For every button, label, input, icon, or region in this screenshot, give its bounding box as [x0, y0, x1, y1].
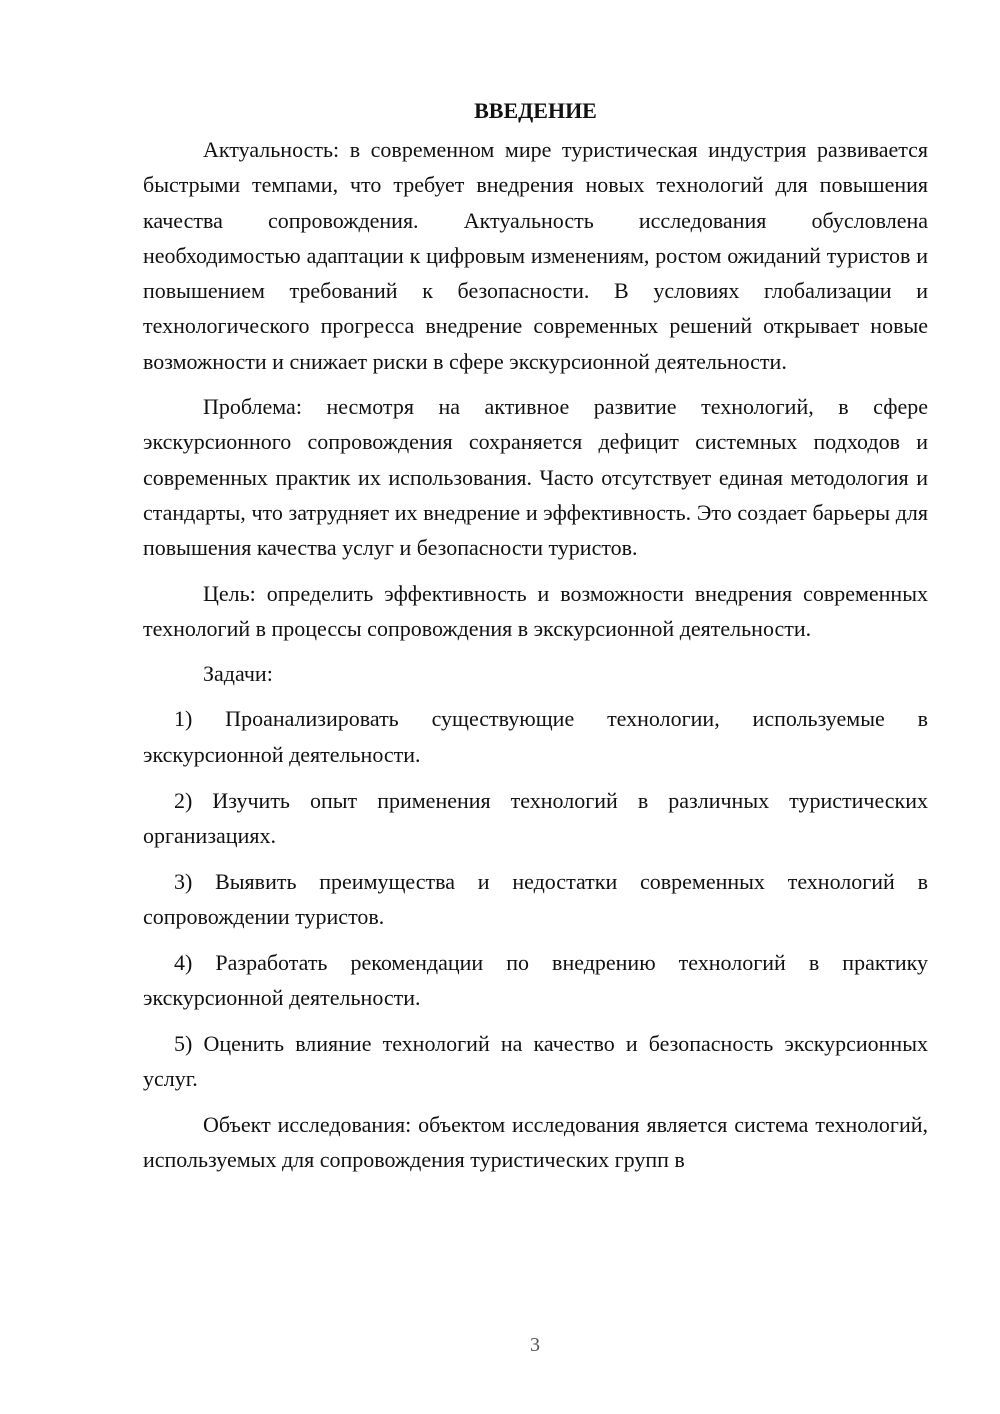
document-page	[143, 96, 928, 1188]
object-paragraph: Объект исследования: объектом исследования является система технологий, используемых для сопровождения туристических групп в	[143, 1111, 928, 1173]
page-number: 3	[530, 1334, 540, 1356]
problem-paragraph: Проблема: несмотря на активное развитие технологий, в сфере экскурсионного сопровождения сохраняется дефицит системных подходов и современных практик их использования. Часто отсутствует единая методология и стандарты, что затрудняет их внедрение и эффективность. Это создает барьеры для повышения качества услуг и безопасности туристов.	[143, 394, 928, 561]
task-item-3: 3) Выявить преимущества и недостатки современных технологий в сопровождении туристов.	[143, 868, 928, 929]
goal-paragraph: Цель: определить эффективность и возможности внедрения современных технологий в процессы сопровождения в экскурсионной деятельности.	[143, 580, 928, 641]
section-title: ВВЕДЕНИЕ	[474, 98, 597, 123]
relevance-paragraph: Актуальность: в современном мире туристическая индустрия развивается быстрыми темпами, что требует внедрения новых технологий для повышения качества сопровождения. Актуальность исследования обусловлена необходимостью адаптации к цифровым изменениям, ростом ожиданий туристов и повышением требований к безопасности. В условиях глобализации и технологического прогресса внедрение современных решений открывает новые возможности и снижает риски в сфере экскурсионной деятельности.	[143, 137, 928, 374]
task-item-5: 5) Оценить влияние технологий на качество и безопасность экскурсионных услуг.	[143, 1030, 928, 1092]
task-item-1: 1) Проанализировать существующие технологии, используемые в экскурсионной деятельности.	[143, 706, 928, 767]
task-item-2: 2) Изучить опыт применения технологий в различных туристических организациях.	[143, 787, 928, 848]
task-item-4: 4) Разработать рекомендации по внедрению технологий в практику экскурсионной деятельности.	[143, 949, 928, 1011]
tasks-heading: Задачи:	[203, 661, 273, 687]
